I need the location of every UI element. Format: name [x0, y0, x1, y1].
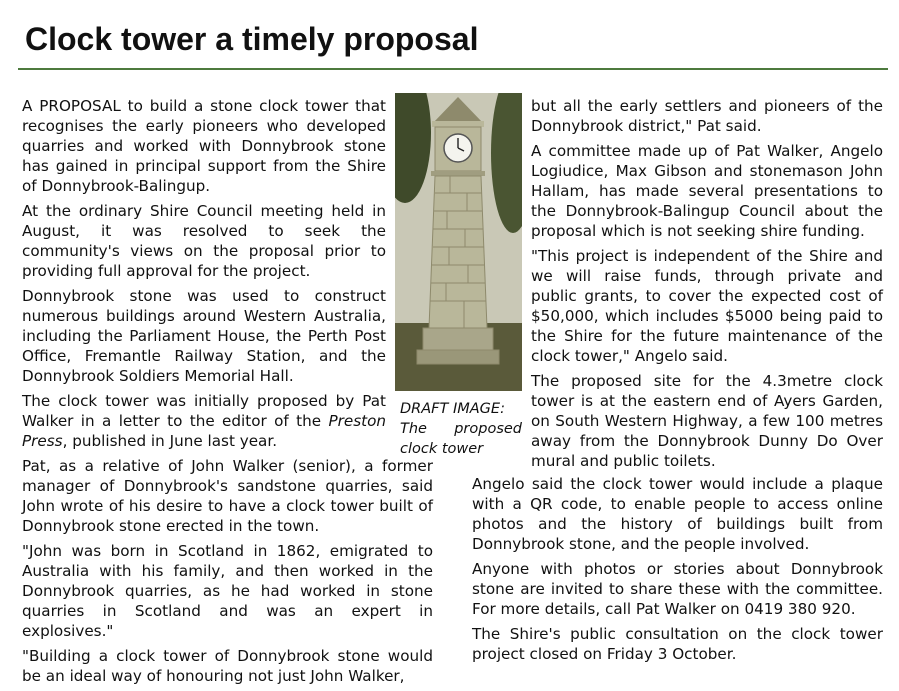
paragraph-john-walker: Pat, as a relative of John Walker (senior), a former manager of Donnybrook's sandstone quarries, said John wrote of his desire to have a clock tower built of Donnybrook stone erected in the town. — [22, 457, 433, 535]
image-caption — [400, 399, 522, 459]
caption-line-2: The proposed — [400, 421, 522, 437]
paragraph-consultation: The Shire's public consultation on the clock tower project closed on Friday 3 October. — [472, 625, 883, 663]
paragraph-committee: A committee made up of Pat Walker, Angelo Logiudice, Max Gibson and stonemason John Hallam, has made several presentations to the Donnybrook-Balingup Council about the proposal which is not seeking shire funding. — [531, 142, 883, 240]
paragraph-proposed-site: The proposed site for the 4.3metre clock tower is at the eastern end of Ayers Garden, on South Western Highway, a few 100 metres away from the Donnybrook Dunny Do Over mural and public toilets. — [531, 372, 883, 470]
caption-line-3: clock tower — [400, 441, 484, 457]
paragraph-early-settlers: but all the early settlers and pioneers of the Donnybrook district," Pat said. — [531, 97, 883, 135]
clock-tower-image — [395, 93, 522, 391]
article-column-left — [22, 96, 433, 691]
clock-tower-illustration — [395, 93, 522, 391]
paragraph-initial-proposal-end: , published in June last year. — [62, 432, 278, 450]
tower-cornice — [432, 121, 484, 127]
article-column-right-top — [531, 96, 883, 476]
tower-shaft — [429, 176, 487, 328]
paragraph-donnybrook-stone: Donnybrook stone was used to construct numerous buildings around Western Australia, including the Parliament House, the Perth Post Office, Fremantle Railway Station, and the Donnybrook Soldiers Memorial Hall. — [22, 287, 386, 385]
article-column-right-bottom — [472, 474, 883, 669]
tower-base — [423, 328, 493, 350]
paragraph-initial-proposal-start: The clock tower was initially proposed by Pat Walker in a letter to the editor of the — [22, 392, 386, 430]
paragraph-contact: Anyone with photos or stories about Donnybrook stone are invited to share these with the committee. For more details, call Pat Walker on 0419 380 920. — [472, 560, 883, 618]
paragraph-intro: A PROPOSAL to build a stone clock tower that recognises the early pioneers who developed quarries and worked with Donnybrook stone has gained in principal support from the Shire of Donnybrook-Balingup. — [22, 97, 386, 195]
paragraph-plaque: Angelo said the clock tower would include a plaque with a QR code, to enable people to access online photos and the history of buildings built from Donnybrook stone, and the people involved. — [472, 475, 883, 553]
paragraph-quote-scotland: "John was born in Scotland in 1862, emigrated to Australia with his family, and then worked in the Donnybrook quarries, as he had worked in stone quarries in Scotland and was an expert in explosives." — [22, 542, 433, 640]
paragraph-funding-quote: "This project is independent of the Shire and we will raise funds, through private and public grants, to cover the expected cost of $50,000, which includes $5000 being paid to the Shire for the future maintenance of the clock tower," Angelo said. — [531, 247, 883, 365]
tower-plinth — [417, 350, 499, 364]
paragraph-quote-honouring: "Building a clock tower of Donnybrook stone would be an ideal way of honouring not just John Walker, — [22, 647, 433, 685]
paragraph-council-meeting: At the ordinary Shire Council meeting held in August, it was resolved to seek the community's views on the proposal prior to providing full approval for the project. — [22, 202, 386, 280]
paragraph-initial-proposal — [22, 391, 386, 451]
caption-label: DRAFT IMAGE: — [400, 401, 505, 417]
headline: Clock tower a timely proposal — [25, 21, 479, 57]
headline-divider — [18, 68, 888, 70]
tower-ledge — [431, 171, 485, 176]
publication-name: Preston Press — [22, 412, 386, 450]
